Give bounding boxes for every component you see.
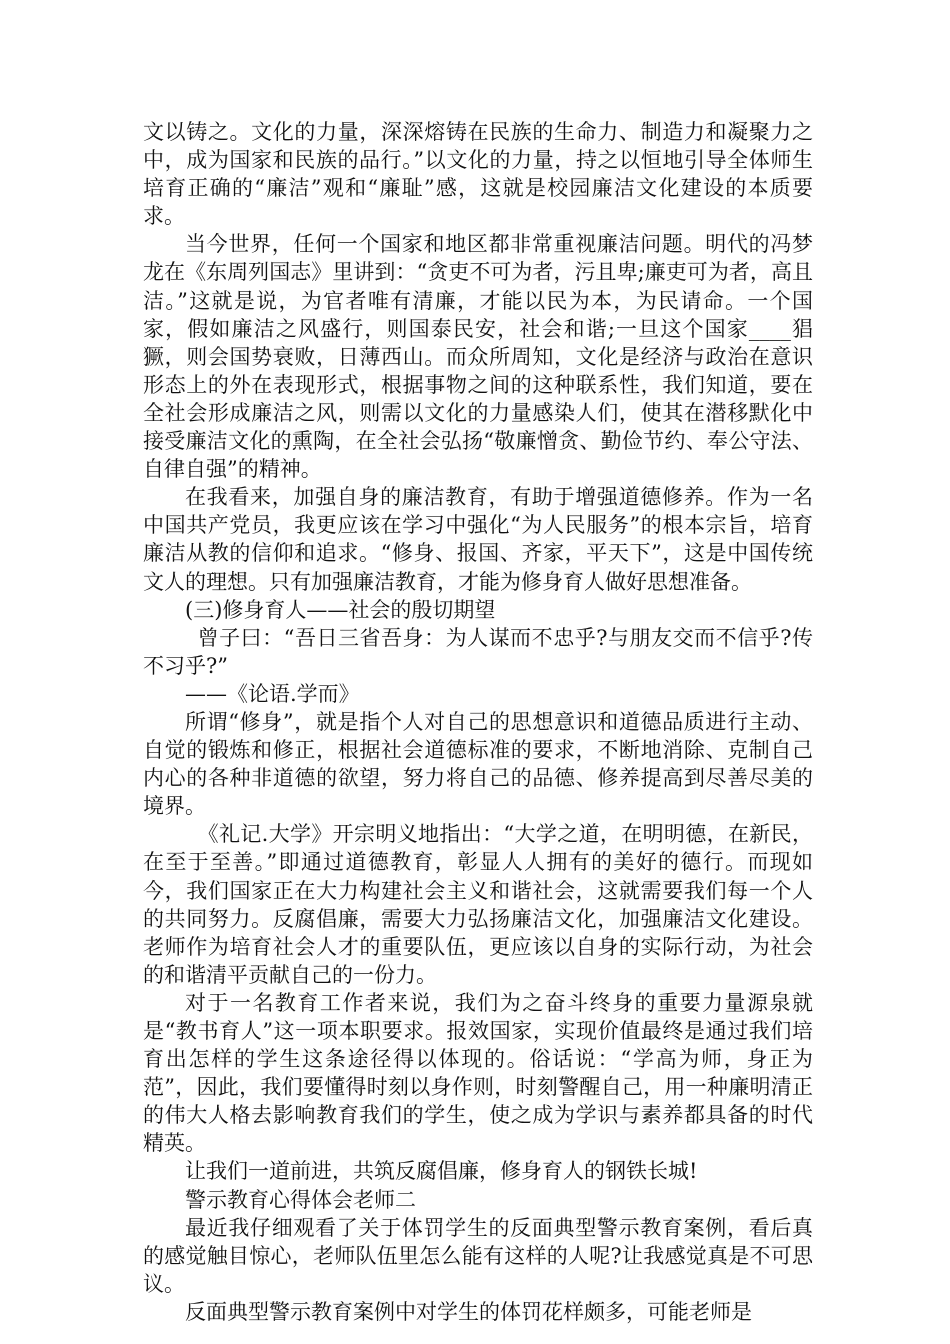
paragraph-punishment: 反面典型警示教育案例中对学生的体罚花样颇多，可能老师是 <box>185 1299 752 1324</box>
paragraph-world-integrity: 当今世界，任何一个国家和地区都非常重视廉洁问题。明代的冯梦龙在《东周列国志》里讲到：“贪吏不可为者，污且卑;廉吏可为者，高且洁。”这就是说，为官者唯有清廉，才能以民为本，为民请命。一个国家，假如廉洁之风盛行，则国泰民安，社会和谐;一旦这个国家____猖獗，则会国势衰败，日薄西山。而众所周知，文化是经济与政治在意识形态上的外在表现形式，根据事物之间的这种联系性，我们知道，要在全社会形成廉洁之风，则需以文化的力量感染人们，使其在潜移默化中接受廉洁文化的熏陶，在全社会弘扬“敬廉憎贪、勤俭节约、奉公守法、自律自强”的精神。 <box>143 232 813 482</box>
section-heading-self-cultivation: (三)修身育人——社会的殷切期望 <box>185 597 496 622</box>
paragraph-call-to-action: 让我们一道前进，共筑反腐倡廉，修身育人的钢铁长城! <box>185 1159 698 1184</box>
section-heading-teacher-two: 警示教育心得体会老师二 <box>185 1187 416 1212</box>
paragraph-personal-view: 在我看来，加强自身的廉洁教育，有助于增强道德修养。作为一名中国共产党员，我更应该在学习中强化“为人民服务”的根本宗旨，培育廉洁从教的信仰和追求。“修身、报国、齐家，平天下”，这是中国传统文人的理想。只有加强廉洁教育，才能为修身育人做好思想准备。 <box>143 485 813 594</box>
document-page <box>143 118 813 1326</box>
paragraph-culture-cast: 文以铸之。文化的力量，深深熔铸在民族的生命力、制造力和凝聚力之中，成为国家和民族的品行。”以文化的力量，持之以恒地引导全体师生培育正确的“廉洁”观和“廉耻”感，这就是校园廉洁文化建设的本质要求。 <box>143 120 813 229</box>
paragraph-educator: 对于一名教育工作者来说，我们为之奋斗终身的重要力量源泉就是“教书育人”这一项本职要求。报效国家，实现价值最终是通过我们培育出怎样的学生这条途径得以体现的。俗话说：“学高为师，身正为范”，因此，我们要懂得时刻以身作则，时刻警醒自己，用一种廉明清正的伟大人格去影响教育我们的学生，使之成为学识与素养都具备的时代精英。 <box>143 990 813 1156</box>
quote-zengzi: 曾子曰：“吾日三省吾身：为人谋而不忠乎?与朋友交而不信乎?传不习乎?” <box>143 625 813 678</box>
paragraph-liji-daxue: 《礼记.大学》开宗明义地指出：“大学之道，在明明德，在新民，在至于至善。”即通过道德教育，彰显人人拥有的美好的德行。而现如今，我们国家正在大力构建社会主义和谐社会，这就需要我们每一个人的共同努力。反腐倡廉，需要大力弘扬廉洁文化，加强廉洁文化建设。老师作为培育社会人才的重要队伍，更应该以自身的实际行动，为社会的和谐清平贡献自己的一份力。 <box>143 822 813 987</box>
quote-source: ——《论语.学而》 <box>185 681 360 706</box>
paragraph-xiushen-definition: 所谓“修身”，就是指个人对自己的思想意识和道德品质进行主动、自觉的锻炼和修正，根据社会道德标准的要求，不断地消除、克制自己内心的各种非道德的欲望，努力将自己的品德、修养提高到尽善尽美的境界。 <box>143 709 813 819</box>
paragraph-warning-case: 最近我仔细观看了关于体罚学生的反面典型警示教育案例，看后真的感觉触目惊心，老师队伍里怎么能有这样的人呢?让我感觉真是不可思议。 <box>143 1215 813 1296</box>
